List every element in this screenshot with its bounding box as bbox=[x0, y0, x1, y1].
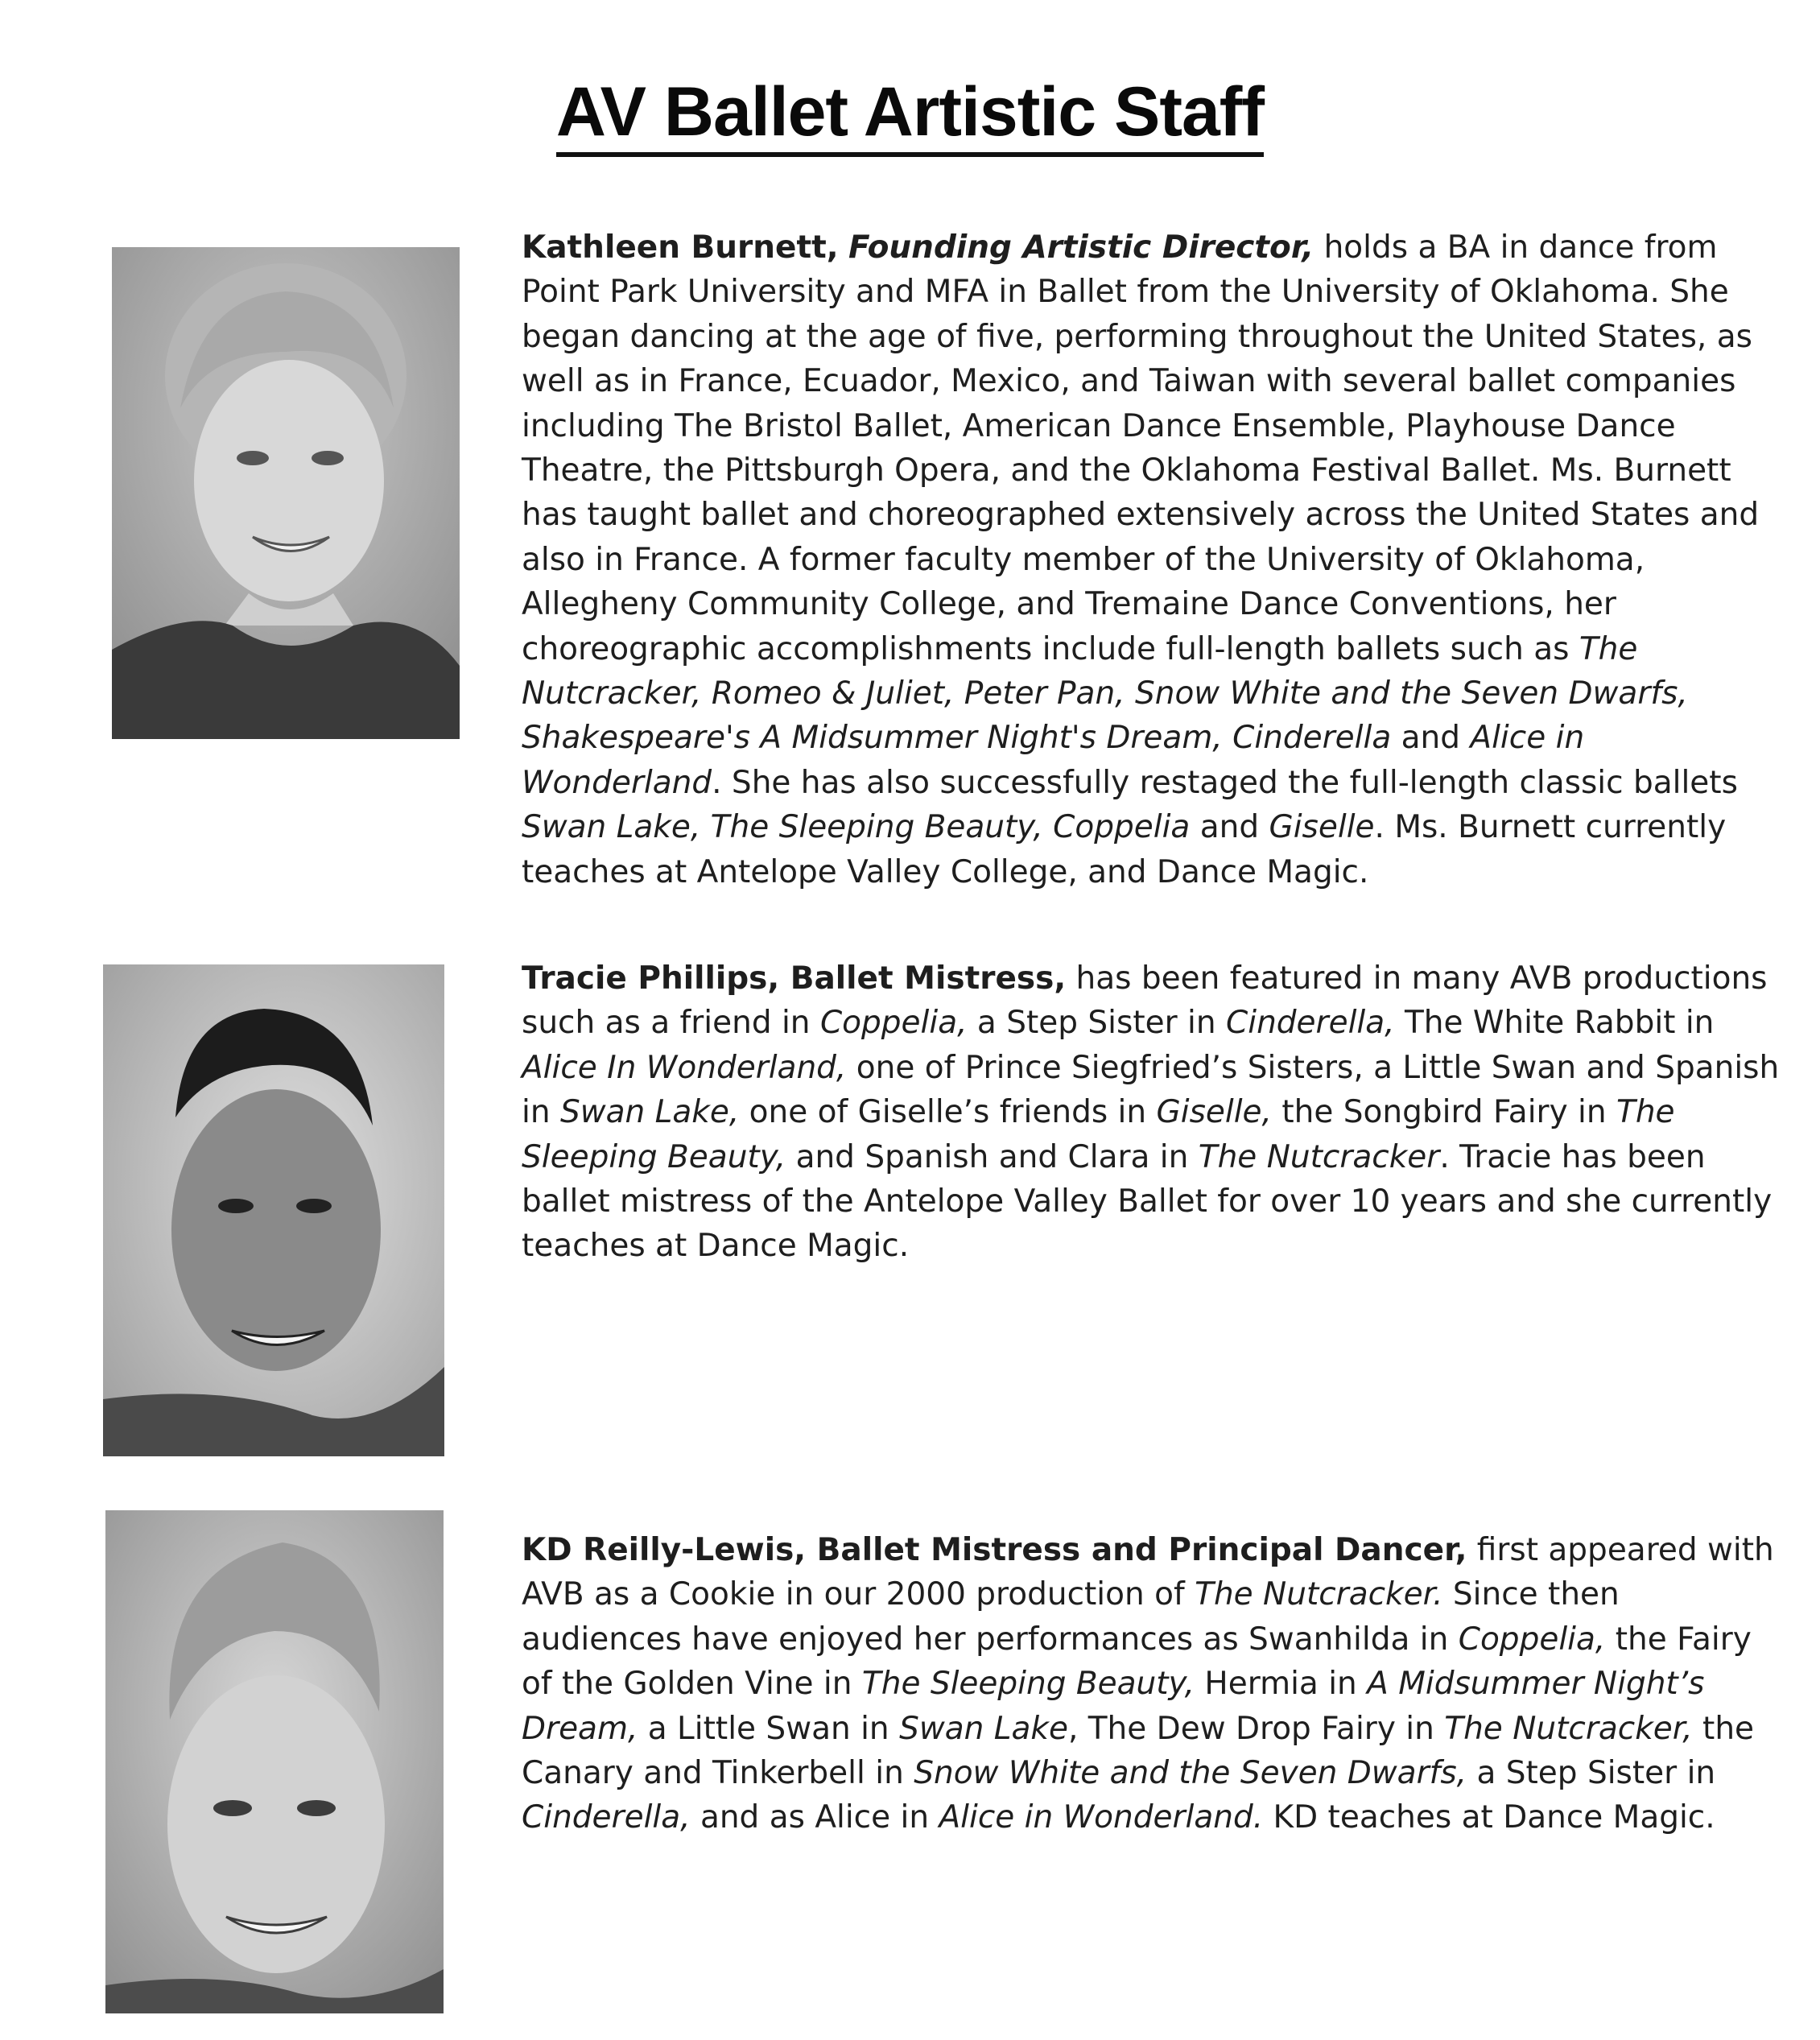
bio-text-italic: Swan Lake, The Sleeping Beauty, Coppelia bbox=[522, 809, 1191, 846]
bio-text: has been featured in many AVB productions such as a friend in bbox=[522, 960, 1768, 1042]
bio-text-italic: The Sleeping Beauty, bbox=[522, 1094, 1675, 1175]
bio-text-italic: The Sleeping Beauty, bbox=[861, 1666, 1195, 1703]
bio-text-italic: The Nutcracker. bbox=[1195, 1576, 1443, 1613]
bio-text-italic: Swan Lake bbox=[899, 1710, 1068, 1747]
bio-text: one of Prince Siegfried’s Sisters, a Little Swan and Spanish in bbox=[522, 1049, 1780, 1131]
bio-tracie-phillips bbox=[522, 956, 1785, 1269]
staff-name: Kathleen Burnett, bbox=[522, 229, 839, 266]
portrait-photo-kathleen-burnett bbox=[112, 247, 460, 739]
bio-text-italic: The Nutcracker bbox=[1198, 1138, 1440, 1175]
bio-text-italic: Alice in Wonderland. bbox=[939, 1799, 1264, 1836]
bio-text-italic: Swan Lake, bbox=[559, 1094, 740, 1131]
bio-text-italic: Alice In Wonderland, bbox=[522, 1049, 847, 1086]
staff-role: Founding Artistic Director, bbox=[848, 229, 1314, 266]
bio-text: a Step Sister in bbox=[976, 1005, 1216, 1042]
bio-text-italic: Giselle, bbox=[1156, 1094, 1272, 1131]
bio-text: Hermia in bbox=[1204, 1666, 1357, 1703]
bio-kathleen-burnett bbox=[522, 225, 1785, 894]
bio-text: and bbox=[1401, 720, 1461, 757]
bio-text-italic: Snow White and the Seven Dwarfs, bbox=[914, 1755, 1467, 1792]
page-title bbox=[0, 71, 1820, 154]
portrait-photo-kd-reilly-lewis bbox=[105, 1510, 444, 2013]
bio-text: a Step Sister in bbox=[1476, 1755, 1716, 1792]
bio-text: The White Rabbit in bbox=[1404, 1005, 1715, 1042]
portrait-photo-tracie-phillips bbox=[103, 964, 444, 1456]
staff-name: KD Reilly-Lewis, Ballet Mistress and Principal Dancer, bbox=[522, 1532, 1467, 1568]
bio-text-italic: Cinderella, bbox=[1226, 1005, 1395, 1042]
bio-text: holds a BA in dance from Point Park University and MFA in Ballet from the University of Oklahoma. She began dancing at the age of five, performing throughout the United States, as well as in France, Ecuador, Mexico, and Taiwan with several ballet companies including The Bristol Ballet, American Dance Ensemble, Playhouse Dance Theatre, the Pittsburgh Opera, and the Oklahoma Festival Ballet. Ms. Burnett has taught ballet and choreographed extensively across the United States and also in France. A former faculty member of the University of Oklahoma, Allegheny Community College, and Tremaine Dance Conventions, her choreographic accomplishments include full-length ballets such as bbox=[522, 229, 1760, 667]
bio-text-italic: A Midsummer Night’s Dream, bbox=[522, 1666, 1705, 1747]
bio-text: first appeared with AVB as a Cookie in our 2000 production of bbox=[522, 1532, 1774, 1613]
bio-text: , The Dew Drop Fairy in bbox=[1067, 1710, 1434, 1747]
bio-kd-reilly-lewis bbox=[522, 1528, 1785, 1840]
bio-text: a Little Swan in bbox=[647, 1710, 889, 1747]
page-title-text: AV Ballet Artistic Staff bbox=[556, 73, 1264, 157]
bio-text: one of Giselle’s friends in bbox=[749, 1094, 1147, 1131]
bio-text: the Canary and Tinkerbell in bbox=[522, 1710, 1755, 1792]
bio-text: . Ms. Burnett currently teaches at Antelope Valley College, and Dance Magic. bbox=[522, 809, 1727, 890]
bio-text: and as Alice in bbox=[700, 1799, 930, 1836]
bio-text: . Tracie has been ballet mistress of the Antelope Valley Ballet for over 10 years and she currently teaches at Dance Magic. bbox=[522, 1138, 1773, 1265]
bio-text: . She has also successfully restaged the full-length classic ballets bbox=[712, 764, 1738, 801]
bio-text: and Spanish and Clara in bbox=[795, 1138, 1189, 1175]
bio-text-italic: Coppelia, bbox=[1458, 1621, 1606, 1658]
bio-text: the Songbird Fairy in bbox=[1281, 1094, 1607, 1131]
bio-text-italic: Cinderella, bbox=[522, 1799, 691, 1836]
bio-text-italic: The Nutcracker, Romeo & Juliet, Peter Pan, Snow White and the Seven Dwarfs, Shakespeare's A Midsummer Night's Dream, Cinderella bbox=[522, 630, 1688, 757]
bio-text: KD teaches at Dance Magic. bbox=[1273, 1799, 1715, 1836]
staff-name: Tracie Phillips, Ballet Mistress, bbox=[522, 960, 1067, 997]
bio-text-italic: Alice in Wonderland bbox=[522, 720, 1585, 801]
bio-text-italic: Coppelia, bbox=[819, 1005, 968, 1042]
bio-text: the Fairy of the Golden Vine in bbox=[522, 1621, 1752, 1703]
bio-text-italic: Giselle bbox=[1269, 809, 1375, 846]
bio-text: and bbox=[1199, 809, 1260, 846]
bio-text: Since then audiences have enjoyed her performances as Swanhilda in bbox=[522, 1576, 1620, 1658]
bio-text-italic: The Nutcracker, bbox=[1444, 1710, 1693, 1747]
